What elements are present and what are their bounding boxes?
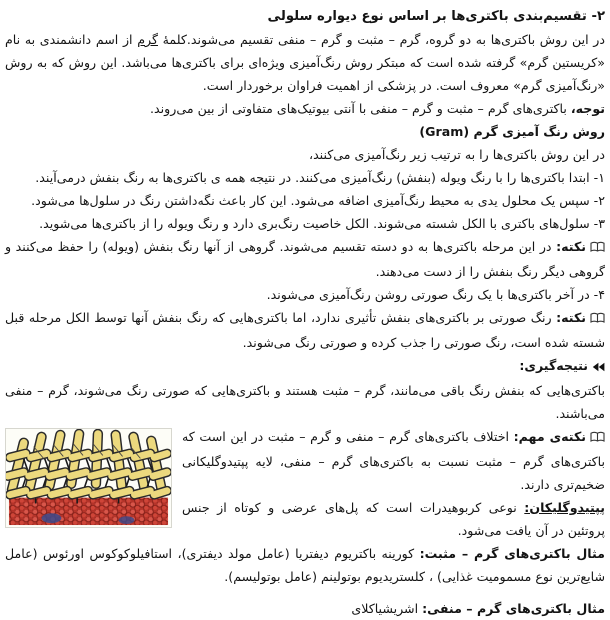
example-gram-negative [5,597,605,620]
book-icon [590,308,605,331]
intro-text-2: از اسم دانشمندی به نام «کریستین گرم» گرفته شده است که مبتکر روش رنگ‌آمیزی ویژه‌ای برای باکتری‌ها می‌باشد. این روش که به روش «رنگ‌آمیزی گرم» معروف است. در پزشکی از اهمیت فراوان برخوردار است. [5,32,605,93]
example-negative-text: اشریشیاکلای [351,601,423,616]
note-pink-text: رنگ صورتی بر باکتری‌های بنفش تأثیری ندارد، اما باکتری‌هایی که رنگ بنفش آنها توسط الکل مرحله قبل شسته شده است، رنگ صورتی را جذب کرده و صورتی رنگ می‌شوند. [5,310,605,350]
book-icon [590,237,605,260]
peptidoglycan-figure-art [6,429,171,527]
attention-label: توجه، [570,101,605,116]
attention-note [5,97,605,120]
book-icon [590,427,605,450]
important-note-label: نکته‌ی مهم: [513,429,586,444]
example-positive-label: مثال باکتری‌های گرم – مثبت: [419,546,605,561]
note-stage-label: نکته: [556,239,586,254]
attention-text: باکتری‌های گرم – مثبت و گرم – منفی با آنتی بیوتیک‌های متفاوتی از بین می‌روند. [150,101,571,116]
peptidoglycan-term: پپتیدوگلیکان: [524,500,605,515]
intro-underlined-term: گرم [137,32,158,47]
step-3: ۳- سلول‌های باکتری با الکل شسته می‌شوند. الکل خاصیت رنگ‌بری دارد و رنگ ویوله را از باکتری‌ها می‌شوید. [39,216,605,231]
example-negative-label: مثال باکتری‌های گرم – منفی: [422,601,605,616]
step-1: ۱- ابتدا باکتری‌ها را با رنگ ویوله (بنفش) رنگ‌آمیزی می‌کنند. در نتیجه همه ی باکتری‌ها به رنگ بنفش درمی‌آیند. [35,170,605,185]
example-positive-text: کورینه باکتریوم دیفتریا (عامل مولد دیفتری)، استافیلوکوکوس اورئوس (عامل شایع‌ترین نوع مسمومیت غذایی) ، کلستریدیوم بوتولینم (عامل بوتولیسم). [5,546,605,584]
peptidoglycan-text: نوعی کربوهیدرات است که پل‌های عرضی و کوتاه از جنس پروتئین در آن یافت می‌شود. [182,500,605,538]
note-stage [5,235,605,283]
step-2: ۲- سپس یک محلول یدی به محیط رنگ‌آمیزی اضافه می‌شود. این کار باعث نگه‌داشتن رنگ در سلول‌ها می‌شود. [31,193,605,208]
peptidoglycan-figure [5,428,172,528]
intro-paragraph [5,28,605,97]
conclusion-heading-row [5,354,605,379]
method-heading: روش رنگ آمیزی گرم (Gram) [419,124,605,139]
conclusion-text: باکتری‌هایی که بنفش رنگ باقی می‌مانند، گرم – مثبت هستند و باکتری‌هایی که صورتی رنگ می‌شوند، گرم – منفی می‌باشند. [5,383,605,421]
double-left-arrow-icon [592,356,605,379]
conclusion-heading: نتیجه‌گیری: [519,358,588,373]
note-stage-text: در این مرحله باکتری‌ها به دو دسته تقسیم می‌شوند. گروهی از آنها رنگ بنفش (ویوله) را حفظ می‌کنند و گروهی دیگر رنگ بنفش را از دست می‌دهند. [5,239,605,279]
note-pink-label: نکته: [556,310,586,325]
important-note-text: اختلاف باکتری‌های گرم – منفی و گرم – مثبت در این است که باکتری‌های گرم – مثبت نسبت به باکتری‌های گرم – منفی، لایه پپتیدوگلیکانی ضخیم‌تری دارند. [182,429,605,492]
example-gram-positive [5,542,605,588]
intro-text-1: در این روش باکتری‌ها به دو گروه، گرم – مثبت و گرم – منفی تقسیم می‌شوند.کلمهٔ [157,32,605,47]
note-pink [5,306,605,354]
method-intro: در این روش باکتری‌ها را به ترتیب زیر رنگ‌آمیزی می‌کنند، [309,147,605,162]
section-title: ۲- تقسیم‌بندی باکتری‌ها بر اساس نوع دیواره سلولی [267,9,605,24]
step-4: ۴- در آخر باکتری‌ها با یک رنگ صورتی روشن رنگ‌آمیزی می‌شوند. [266,287,605,302]
